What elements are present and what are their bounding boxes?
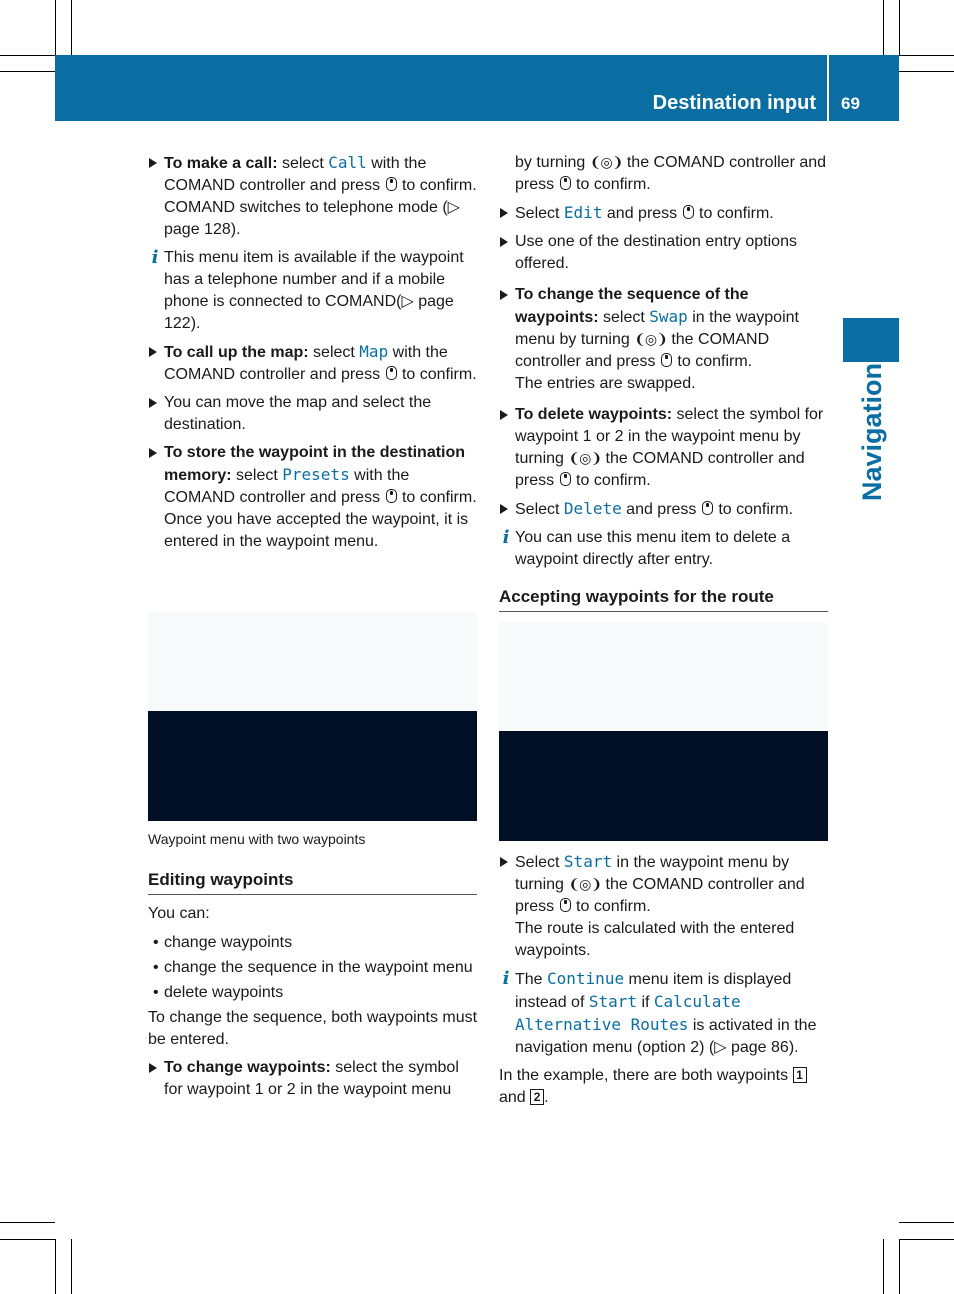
turn-controller-icon: ❨◎❩ bbox=[568, 451, 602, 467]
menu-item-delete: Delete bbox=[563, 499, 622, 518]
step-move-map: You can move the map and select the destination. bbox=[148, 392, 478, 436]
press-controller-icon bbox=[560, 472, 571, 486]
step-entry-options: Use one of the destination entry options offered. bbox=[499, 231, 829, 275]
step-change-waypoints: To change waypoints: select the symbol for waypoint 1 or 2 in the waypoint menu bbox=[148, 1057, 478, 1101]
info-note: i The Continue menu item is displayed instead of Start if Calculate Alternative Routes is activated in the navigation menu (option 2) (▷ page 86). bbox=[499, 968, 829, 1059]
crop-mark bbox=[71, 1239, 72, 1294]
step-select-start: Select Start in the waypoint menu by turning ❨◎❩ the COMAND controller and press to confirm. The route is calculated with the entered waypoints. bbox=[499, 851, 829, 962]
image-caption: Waypoint menu with two waypoints bbox=[148, 831, 366, 847]
step-select-delete: Select Delete and press to confirm. bbox=[499, 498, 829, 521]
right-column-lower bbox=[499, 851, 829, 1115]
info-note: i You can use this menu item to delete a waypoint directly after entry. bbox=[499, 527, 829, 571]
step-store-waypoint: To store the waypoint in the destination memory: select Presets with the COMAND controller and press to confirm. Once you have accepted the waypoint, it is entered in the waypoint menu. bbox=[148, 442, 478, 553]
left-column-lower bbox=[148, 903, 478, 1107]
turn-controller-icon: ❨◎❩ bbox=[634, 332, 667, 348]
chapter-tab bbox=[843, 318, 899, 362]
list-item: • change waypoints bbox=[148, 932, 478, 954]
menu-item-start: Start bbox=[588, 992, 637, 1011]
waypoint-route-screenshot bbox=[499, 731, 828, 841]
step-call-map: To call up the map: select Map with the COMAND controller and press to confirm. bbox=[148, 341, 478, 386]
right-column bbox=[499, 152, 829, 577]
editing-heading: Editing waypoints bbox=[148, 869, 477, 895]
crop-mark bbox=[0, 55, 55, 56]
crop-mark bbox=[0, 71, 55, 72]
press-controller-icon bbox=[386, 489, 397, 503]
crop-mark bbox=[0, 1239, 55, 1240]
press-controller-icon bbox=[661, 353, 672, 367]
menu-item-continue: Continue bbox=[547, 969, 625, 988]
crop-mark bbox=[899, 71, 954, 72]
crop-mark bbox=[899, 55, 954, 56]
waypoint-badge: 2 bbox=[530, 1089, 544, 1105]
press-controller-icon bbox=[560, 898, 571, 912]
screen-image-overlay bbox=[148, 612, 477, 712]
section-title: Destination input bbox=[652, 92, 816, 114]
menu-item-presets: Presets bbox=[282, 465, 350, 484]
step-change-sequence: To change the sequence of the waypoints: select Swap in the waypoint menu by turning ❨◎❩ the COMAND controller and press to confirm. The entries are swapped. bbox=[499, 284, 829, 395]
sequence-note: To change the sequence, both waypoints must be entered. bbox=[148, 1009, 478, 1048]
you-can-text: You can: bbox=[148, 905, 210, 922]
crop-mark bbox=[71, 0, 72, 55]
crop-mark bbox=[899, 1222, 954, 1223]
crop-mark bbox=[883, 1239, 884, 1294]
info-note: i This menu item is available if the waypoint has a telephone number and if a mobile phone is connected to COMAND(▷ page 122). bbox=[148, 247, 478, 335]
crop-mark bbox=[0, 1222, 55, 1223]
waypoint-badge: 1 bbox=[793, 1067, 807, 1083]
press-controller-icon bbox=[386, 366, 397, 380]
page-number: 69 bbox=[841, 94, 860, 113]
screen-image-overlay bbox=[499, 622, 828, 732]
step-delete-waypoints: To delete waypoints: select the symbol for waypoint 1 or 2 in the waypoint menu by turning ❨◎❩ the COMAND controller and press to confirm. bbox=[499, 404, 829, 492]
crop-mark bbox=[883, 0, 884, 55]
turn-controller-icon: ❨◎❩ bbox=[589, 155, 623, 171]
press-controller-icon bbox=[386, 177, 397, 191]
info-icon: i bbox=[502, 527, 510, 548]
info-icon: i bbox=[502, 968, 510, 989]
step-make-call: To make a call: select Call with the COMAND controller and press to confirm. COMAND switches to telephone mode (▷ page 128). bbox=[148, 152, 478, 241]
page-header bbox=[55, 55, 899, 121]
example-text: In the example, there are both waypoints 1 and 2 . bbox=[499, 1065, 829, 1109]
continuation-text: by turning ❨◎❩ the COMAND controller and press to confirm. bbox=[515, 154, 827, 193]
press-controller-icon bbox=[560, 176, 571, 190]
crop-mark bbox=[899, 1239, 954, 1240]
menu-item-map: Map bbox=[359, 342, 389, 361]
crop-mark bbox=[899, 0, 900, 55]
list-item: • delete waypoints bbox=[148, 982, 478, 1004]
press-controller-icon bbox=[702, 501, 713, 515]
menu-item-call: Call bbox=[328, 153, 367, 172]
menu-item-start: Start bbox=[563, 852, 613, 871]
accepting-heading: Accepting waypoints for the route bbox=[499, 586, 828, 612]
step-select-edit: Select Edit and press to confirm. bbox=[499, 202, 829, 225]
crop-mark bbox=[55, 0, 56, 55]
waypoint-menu-screenshot bbox=[148, 711, 477, 821]
info-icon: i bbox=[151, 247, 159, 268]
left-column bbox=[148, 152, 478, 559]
crop-mark bbox=[55, 1239, 56, 1294]
menu-item-edit: Edit bbox=[563, 203, 603, 222]
menu-item-calculate-alternative-routes: Calculate Alternative Routes bbox=[515, 992, 741, 1034]
press-controller-icon bbox=[683, 205, 694, 219]
crop-mark bbox=[899, 1239, 900, 1294]
menu-item-swap: Swap bbox=[649, 307, 688, 326]
header-divider bbox=[827, 55, 829, 121]
list-item: • change the sequence in the waypoint menu bbox=[148, 957, 478, 979]
turn-controller-icon: ❨◎❩ bbox=[568, 877, 602, 893]
